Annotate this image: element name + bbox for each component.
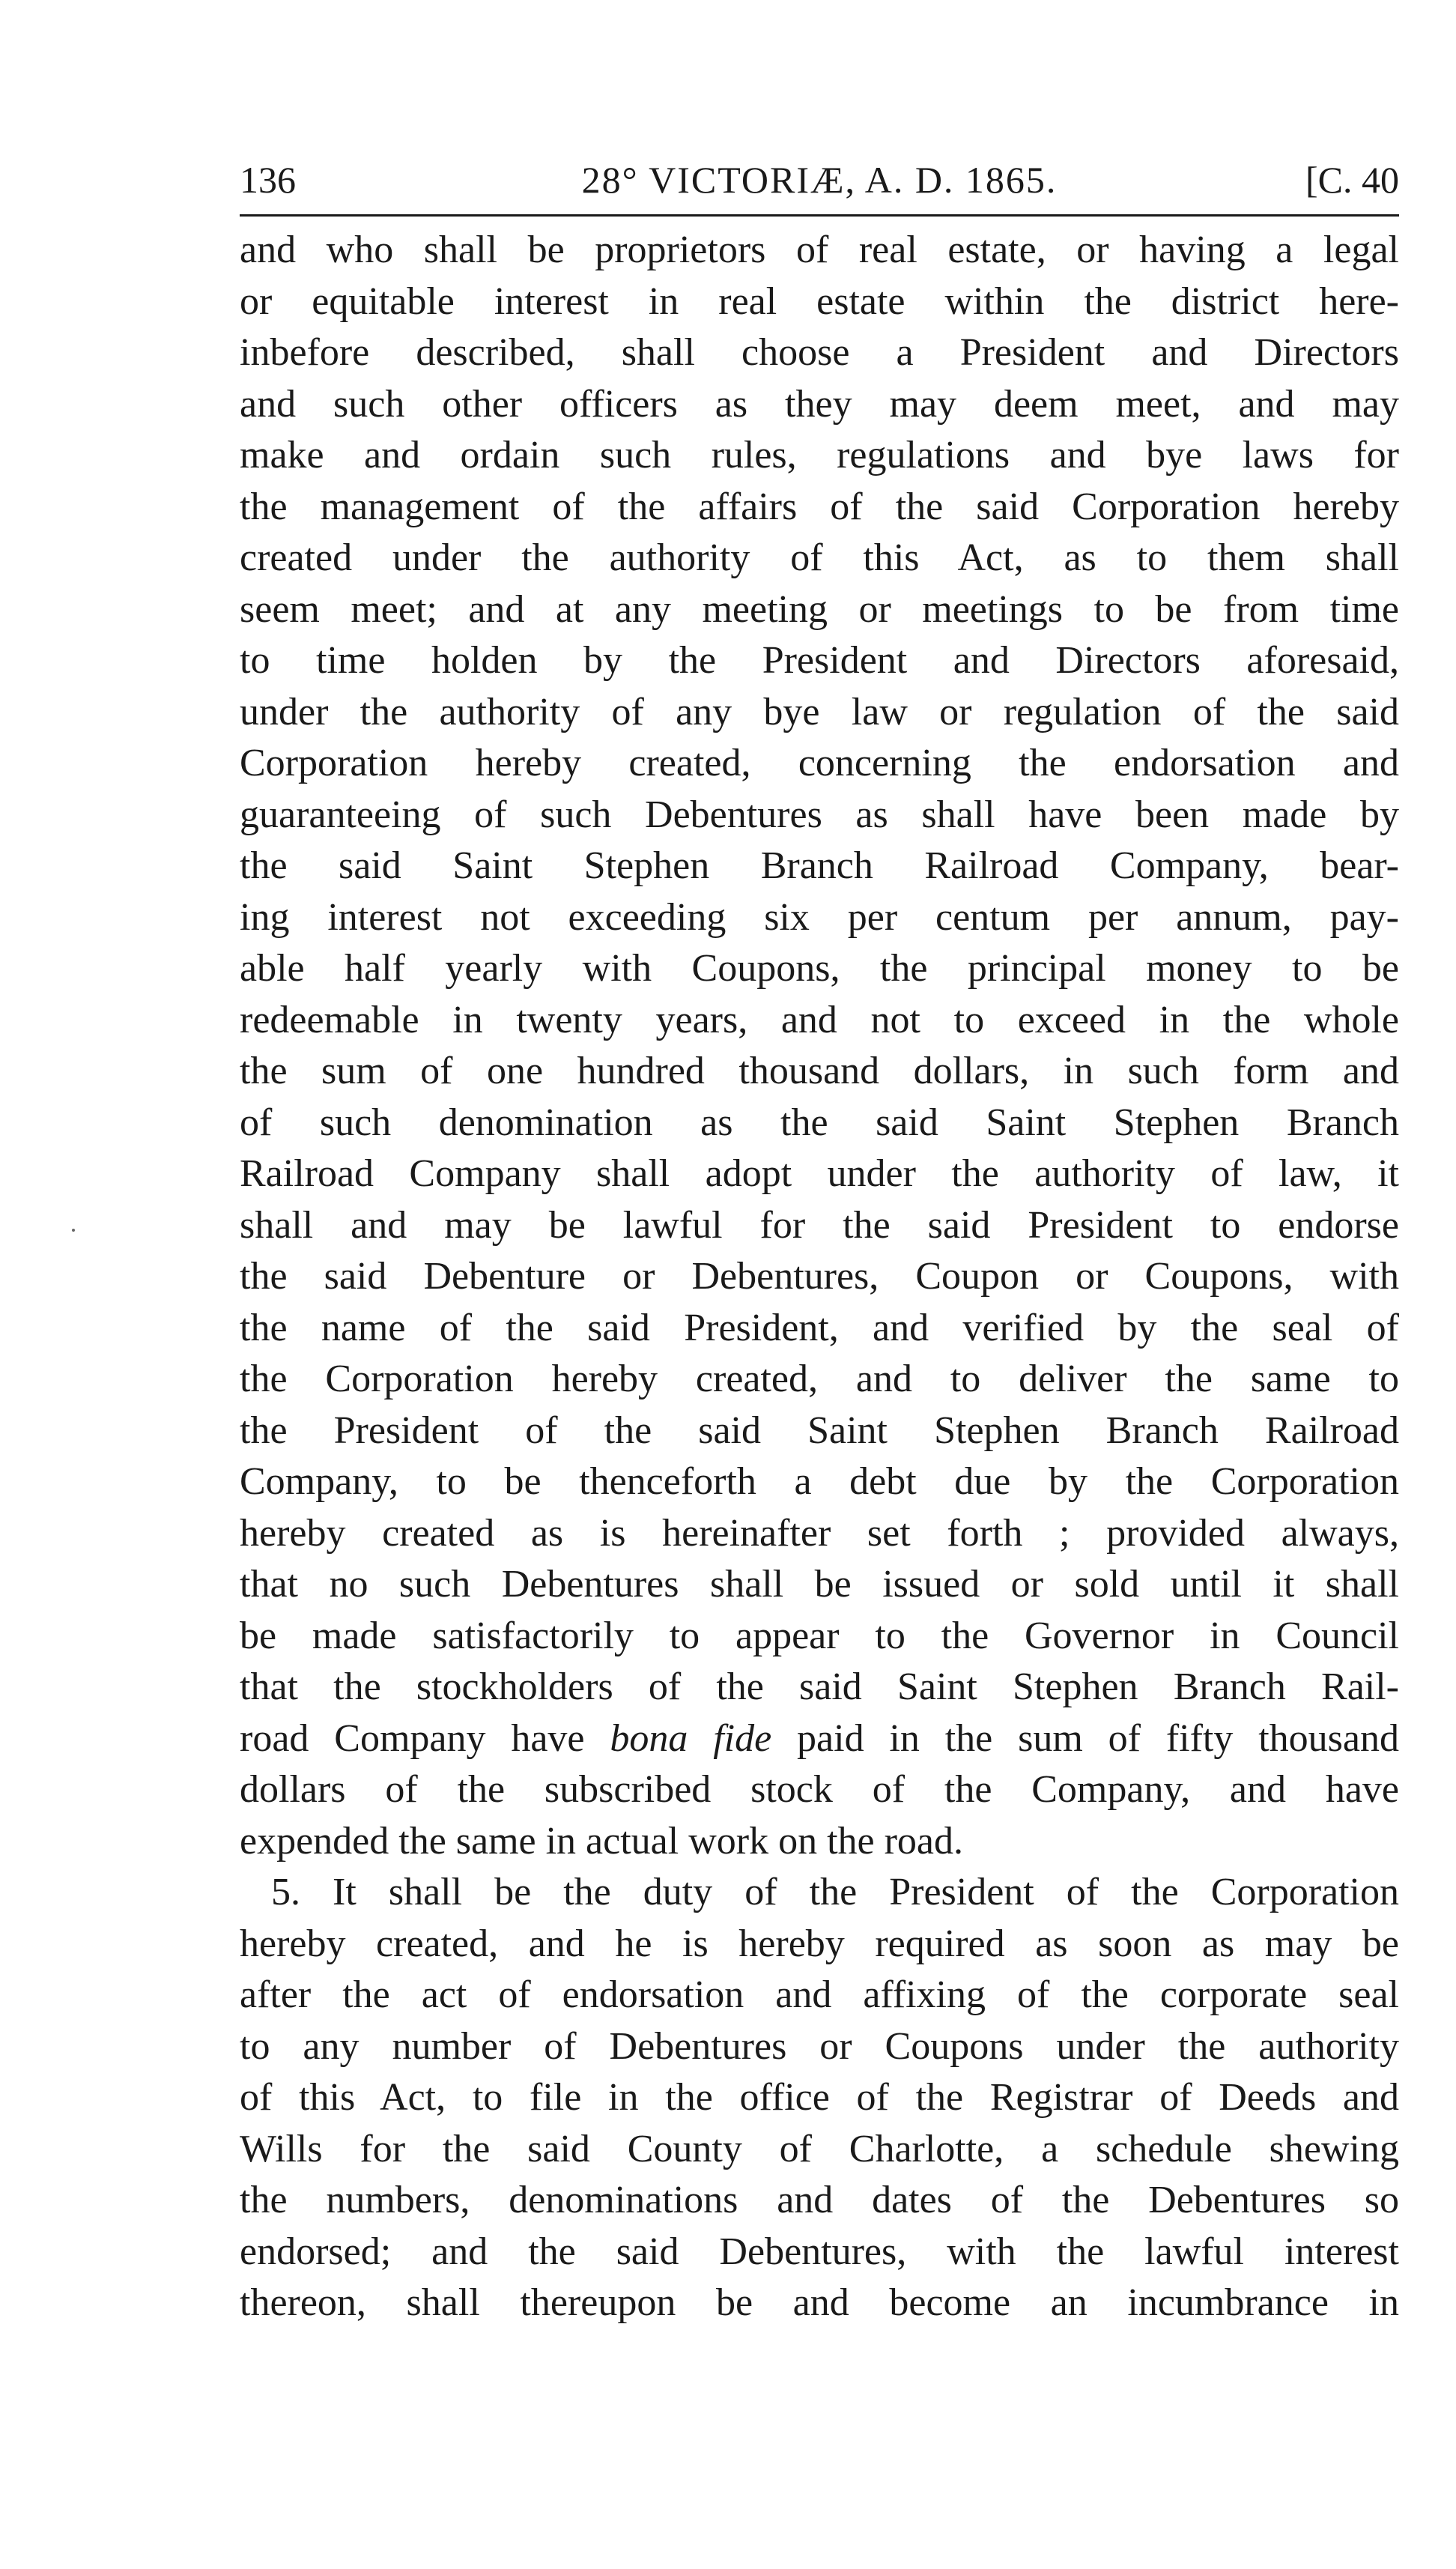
text-line: after the act of endorsation and affixing of the corporate seal (240, 1973, 1399, 2016)
italic-phrase: bona fide (610, 1716, 772, 1760)
text-line: hereby created as is hereinafter set forth ; provided always, (240, 1511, 1399, 1555)
text-line: dollars of the subscribed stock of the Company, and have (240, 1768, 1399, 1811)
text-line: thereon, shall thereupon be and become an incumbrance in (240, 2281, 1399, 2324)
text-line: the said Debenture or Debentures, Coupon or Coupons, with (240, 1255, 1399, 1298)
text-line: under the authority of any bye law or regulation of the said (240, 690, 1399, 733)
paragraph-1 (240, 225, 1399, 1867)
text-line: Company, to be thenceforth a debt due by the Corporation (240, 1460, 1399, 1503)
running-head (240, 150, 1399, 210)
text-line: inbefore described, shall choose a President and Directors (240, 331, 1399, 374)
text-line: the management of the affairs of the said Corporation hereby (240, 485, 1399, 528)
text-line: of such denomination as the said Saint Stephen Branch (240, 1101, 1399, 1144)
text-line: endorsed; and the said Debentures, with the lawful interest (240, 2230, 1399, 2273)
text-line: created under the authority of this Act, as to them shall (240, 536, 1399, 579)
chapter-reference: [C. 40 (1305, 159, 1399, 201)
section-5-first-line: 5. It shall be the duty of the President of the Corporation (271, 1871, 1399, 1913)
text-segment: road Company have (240, 1716, 610, 1760)
text-line: the President of the said Saint Stephen Branch Railroad (240, 1408, 1399, 1452)
paper-speck (72, 1229, 75, 1232)
page-number: 136 (240, 159, 296, 201)
text-line: of this Act, to file in the office of the Registrar of Deeds and (240, 2076, 1399, 2119)
text-line: to any number of Debentures or Coupons under the authority (240, 2024, 1399, 2068)
text-line: be made satisfactorily to appear to the Governor in Council (240, 1614, 1399, 1657)
text-line: expended the same in actual work on the road. (240, 1819, 963, 1863)
text-line: shall and may be lawful for the said President to endorse (240, 1203, 1399, 1247)
text-line: and such other officers as they may deem meet, and may (240, 382, 1399, 426)
text-line: Railroad Company shall adopt under the authority of law, it (240, 1152, 1399, 1195)
text-line: able half yearly with Coupons, the principal money to be (240, 947, 1399, 990)
text-line-bona-fide (240, 1713, 1399, 1765)
text-line: redeemable in twenty years, and not to exceed in the whole (240, 998, 1399, 1041)
text-line: Wills for the said County of Charlotte, a schedule shewing (240, 2127, 1399, 2170)
running-title: 28° VICTORIÆ, A. D. 1865. (581, 159, 1058, 201)
text-line: to time holden by the President and Directors aforesaid, (240, 639, 1399, 682)
header-rule (240, 214, 1399, 217)
text-line: the said Saint Stephen Branch Railroad Company, bear- (240, 844, 1399, 887)
text-line: that the stockholders of the said Saint Stephen Branch Rail- (240, 1665, 1399, 1708)
text-line: that no such Debentures shall be issued or sold until it shall (240, 1563, 1399, 1606)
text-line: seem meet; and at any meeting or meetings to be from time (240, 587, 1399, 631)
text-line: or equitable interest in real estate within the district here- (240, 279, 1399, 323)
paragraph-2 (240, 1867, 1399, 2329)
text-line: and who shall be proprietors of real estate, or having a legal (240, 229, 1399, 271)
text-line: Corporation hereby created, concerning the endorsation and (240, 742, 1399, 784)
text-line: the sum of one hundred thousand dollars, in such form and (240, 1050, 1399, 1092)
text-line: the numbers, denominations and dates of the Debentures so (240, 2179, 1399, 2221)
text-line: the name of the said President, and verified by the seal of (240, 1306, 1399, 1349)
text-line: ing interest not exceeding six per centum per annum, pay- (240, 895, 1399, 939)
text-line: guaranteeing of such Debentures as shall have been made by (240, 793, 1399, 836)
text-segment: paid in the sum of fifty thousand (771, 1716, 1399, 1760)
text-line: make and ordain such rules, regulations and bye laws for (240, 434, 1399, 476)
text-line: hereby created, and he is hereby required as soon as may be (240, 1922, 1399, 1965)
body-text (240, 225, 1399, 2329)
text-line: the Corporation hereby created, and to deliver the same to (240, 1358, 1399, 1400)
